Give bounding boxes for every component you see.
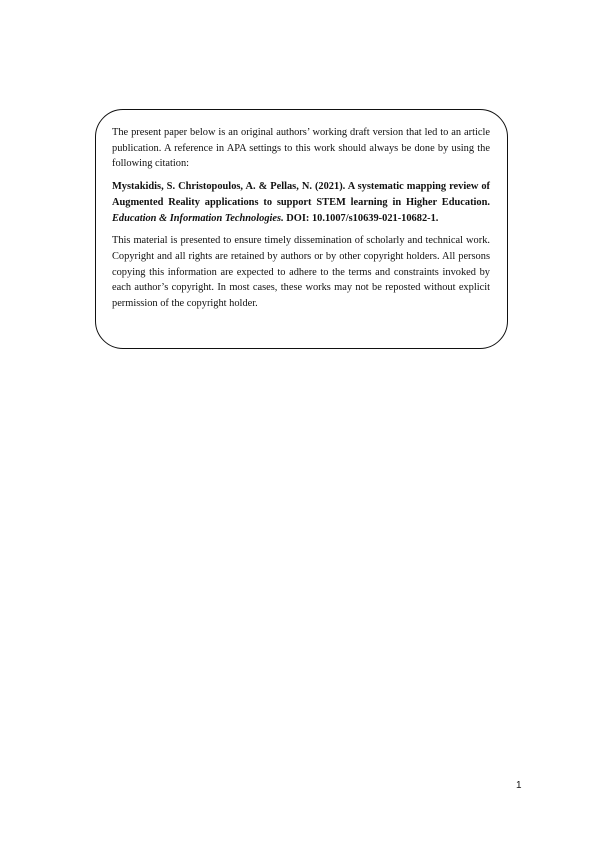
- citation-notice-box: [95, 109, 508, 349]
- intro-paragraph: The present paper below is an original authors’ working draft version that led to an article publication. A reference in APA settings to this work should always be done by using the following citation:: [112, 127, 490, 170]
- citation-doi: DOI: 10.1007/s10639-021-10682-1.: [286, 212, 439, 224]
- citation-journal: Education & Information Technologies: [112, 212, 282, 224]
- page-number: 1: [516, 780, 522, 791]
- citation-authors-title: Mystakidis, S. Christopoulos, A. & Pellas, N. (2021). A systematic mapping review of Augmented Reality applications to support STEM learning in Higher Education.: [112, 181, 490, 208]
- citation-journal-period: .: [281, 212, 284, 224]
- citation-paragraph: [112, 179, 490, 226]
- copyright-paragraph: This material is presented to ensure timely dissemination of scholarly and technical work. Copyright and all rights are retained by authors or by other copyright holders. All persons copying this information are expected to adhere to the terms and constraints invoked by each author’s copyright. In most cases, these works may not be reposted without explicit permission of the copyright holder.: [112, 235, 490, 310]
